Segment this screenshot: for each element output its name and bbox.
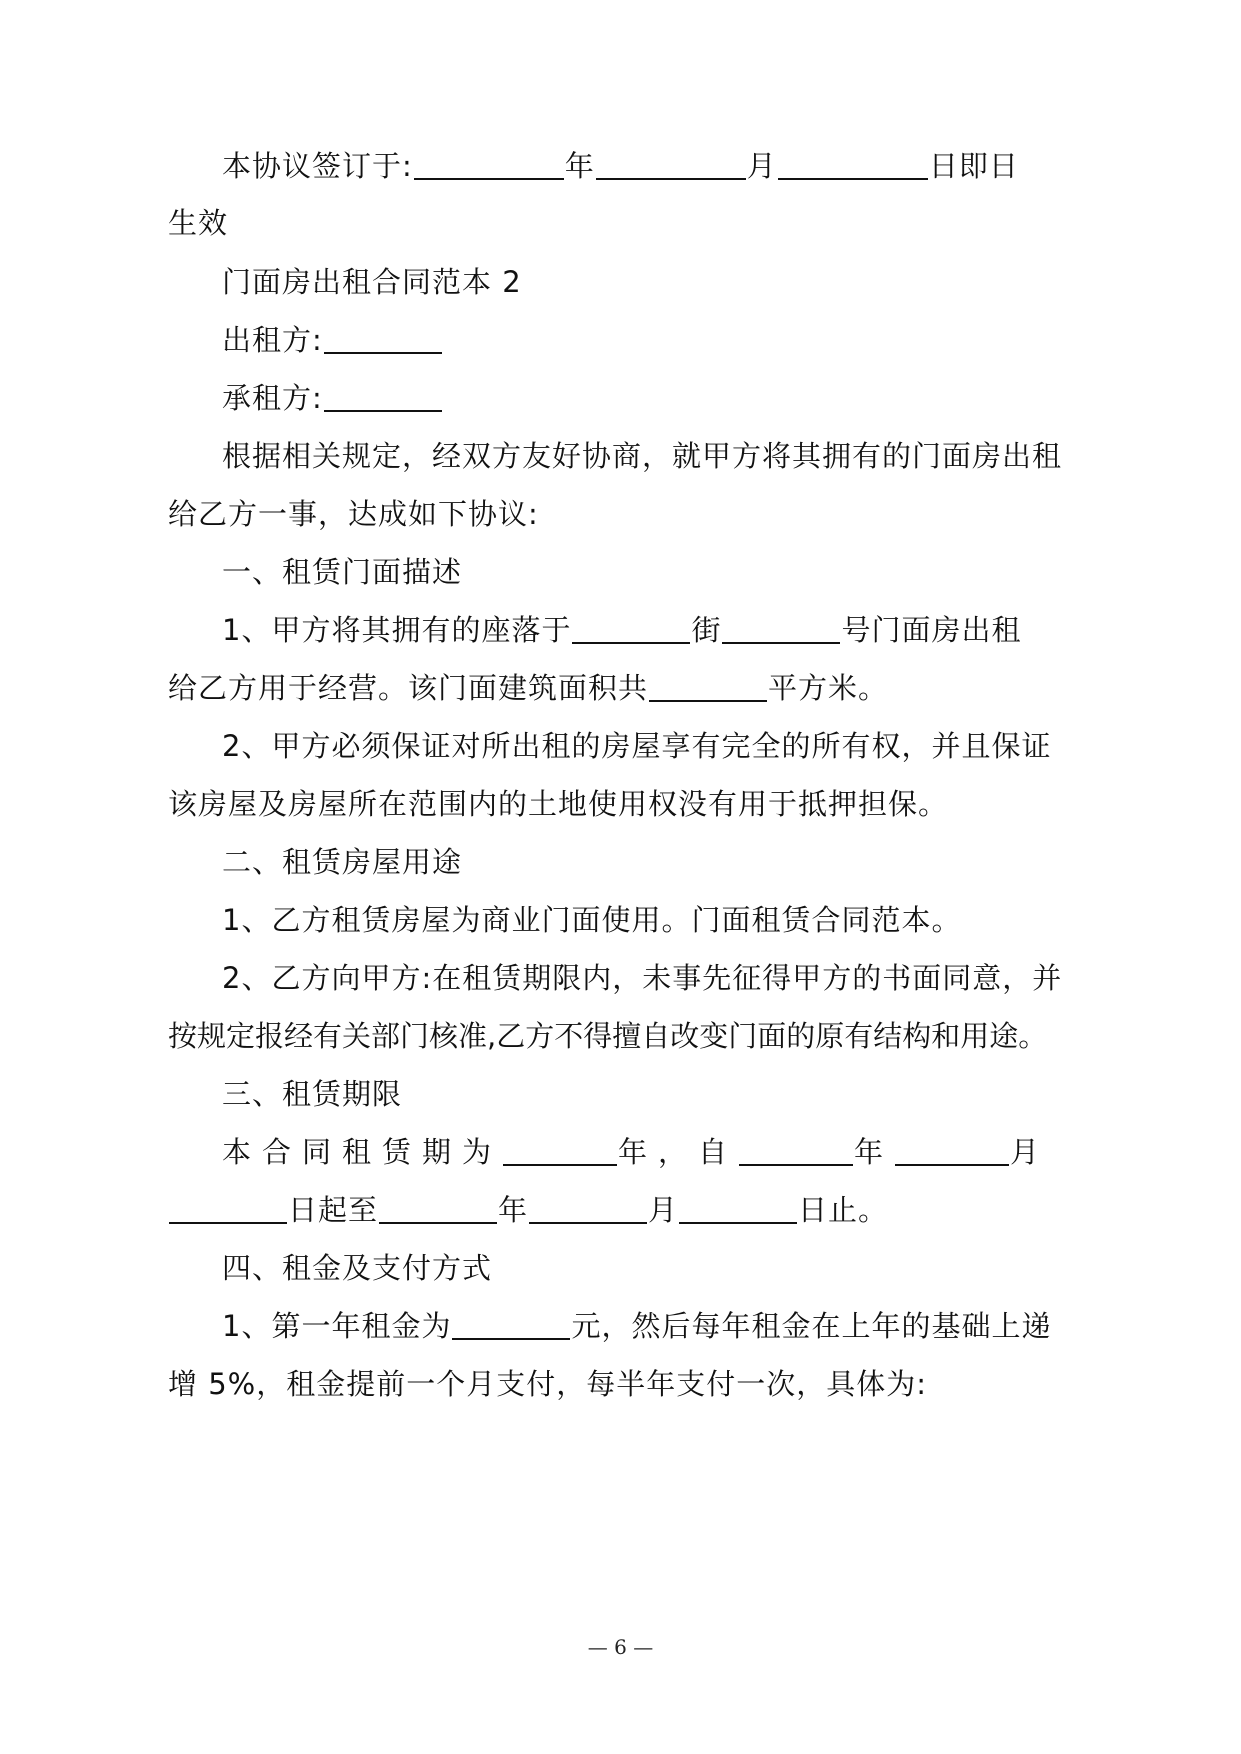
end-day-blank xyxy=(679,1192,797,1224)
signing-date-line xyxy=(222,146,1019,186)
clause-line xyxy=(168,668,888,708)
term-years-blank xyxy=(503,1134,617,1166)
body-text: 1、乙方租赁房屋为商业门面使用。门面租赁合同范本。 xyxy=(222,903,962,937)
number-blank xyxy=(722,612,840,644)
body-text: 增 5%，租金提前一个月支付，每半年支付一次，具体为: xyxy=(168,1367,927,1401)
start-day-blank xyxy=(169,1192,287,1224)
term-line xyxy=(222,1132,1050,1172)
body-text: 2、甲方必须保证对所出租的房屋享有完全的所有权，并且保证 xyxy=(222,729,1052,763)
body-text: 根据相关规定，经双方友好协商，就甲方将其拥有的门面房出租 xyxy=(222,439,1063,473)
text: 平方米。 xyxy=(768,671,889,705)
clause-line xyxy=(222,610,1021,650)
end-month-blank xyxy=(529,1192,647,1224)
text: 承租方: xyxy=(222,381,323,415)
body-text: 给乙方一事，达成如下协议: xyxy=(168,497,539,531)
body-text: 该房屋及房屋所在范围内的土地使用权没有用于抵押担保。 xyxy=(168,787,949,821)
heading: 三、租赁期限 xyxy=(222,1077,403,1111)
text: 年 xyxy=(854,1135,895,1169)
year-blank xyxy=(414,148,564,180)
text: 元，然后每年租金在上年的基础上递 xyxy=(571,1309,1052,1343)
body-text: 2、乙方向甲方:在租赁期限内，未事先征得甲方的书面同意，并 xyxy=(222,961,1063,995)
end-year-blank xyxy=(379,1192,497,1224)
body-text: 按规定报经有关部门核准,乙方不得擅自改变门面的原有结构和用途。 xyxy=(168,1019,1048,1053)
text: 月 xyxy=(648,1193,679,1227)
text: 1、甲方将其拥有的座落于 xyxy=(222,613,572,647)
text: 日起至 xyxy=(288,1193,379,1227)
lessor-blank xyxy=(324,322,442,354)
start-year-blank xyxy=(739,1134,853,1166)
text: 日即日 xyxy=(928,149,1019,183)
text: 月 xyxy=(746,149,777,183)
text: 日止。 xyxy=(798,1193,889,1227)
rent-line xyxy=(222,1306,1051,1346)
street-blank xyxy=(572,612,690,644)
text: 号门面房出租 xyxy=(841,613,1022,647)
text: 年 xyxy=(498,1193,529,1227)
page-number: — 6 — xyxy=(587,1635,654,1659)
text: 街 xyxy=(691,613,722,647)
heading: 四、租金及支付方式 xyxy=(222,1251,493,1285)
text: 年 xyxy=(564,149,595,183)
month-blank xyxy=(596,148,746,180)
lessee-blank xyxy=(324,380,442,412)
day-blank xyxy=(778,148,928,180)
text: 出租方: xyxy=(222,323,323,357)
text: 给乙方用于经营。该门面建筑面积共 xyxy=(168,671,649,705)
text: 1、第一年租金为 xyxy=(222,1309,452,1343)
area-blank xyxy=(649,670,767,702)
heading: 一、租赁门面描述 xyxy=(222,555,463,589)
section-title: 门面房出租合同范本 2 xyxy=(222,265,522,299)
heading: 二、租赁房屋用途 xyxy=(222,845,463,879)
start-month-blank xyxy=(895,1134,1009,1166)
first-year-rent-blank xyxy=(452,1308,570,1340)
text: 本合同租赁期为 xyxy=(222,1135,503,1169)
text: 月 xyxy=(1010,1135,1051,1169)
body-text: 生效 xyxy=(168,206,229,240)
text: 年，自 xyxy=(618,1135,739,1169)
lessor-line xyxy=(222,320,443,360)
term-line xyxy=(168,1190,888,1230)
text: 本协议签订于: xyxy=(222,149,413,183)
lessee-line xyxy=(222,378,443,418)
